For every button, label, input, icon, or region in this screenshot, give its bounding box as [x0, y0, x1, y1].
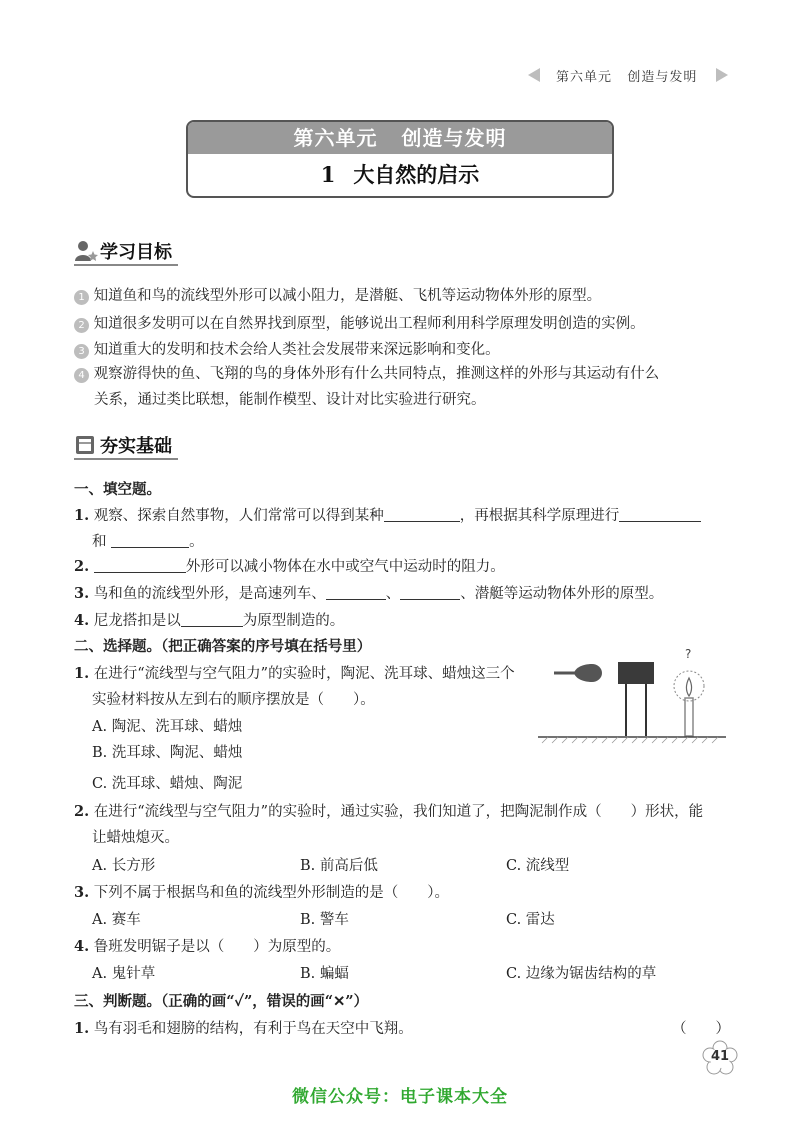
answer-blank[interactable]	[111, 533, 189, 548]
question-text: 、潜艇等运动物体外形的原型。	[460, 586, 664, 602]
choice-q1-line2: 实验材料按从左到右的顺序摆放是（ ）。	[92, 692, 375, 708]
header-left-triangle	[528, 68, 540, 82]
goal-item-1	[74, 284, 601, 305]
choice-heading	[74, 635, 371, 656]
question-text: 、	[385, 586, 401, 602]
book-icon	[74, 434, 96, 456]
choice-q2-option-b[interactable]: B. 前高后低	[300, 858, 378, 874]
goal-item-4	[74, 362, 659, 383]
choice-q4	[74, 935, 340, 956]
choice-q4-option-c[interactable]: C. 边缘为锯齿结构的草	[506, 966, 657, 982]
ground-hatching	[542, 737, 718, 743]
fill-q1-line2	[92, 530, 204, 551]
goal-text: 观察游得快的鱼、飞翔的鸟的身体外形有什么共同特点，推测这样的外形与其运动有什么	[93, 366, 660, 382]
question-number: 4.	[74, 612, 90, 629]
question-number: 3.	[74, 585, 90, 602]
question-text: 鸟和鱼的流线型外形，是高速列车、	[93, 586, 326, 602]
page-number-badge	[702, 1040, 738, 1076]
header-unit: 第六单元	[556, 70, 613, 85]
choice-q1	[74, 662, 515, 683]
goal-item-2	[74, 312, 645, 333]
question-text: 。	[189, 534, 204, 550]
goal-item-4-line2	[94, 388, 486, 409]
goals-heading-underline	[74, 264, 178, 266]
unit-title	[188, 122, 612, 154]
fill-q4	[74, 609, 344, 630]
question-text: ，再根据其科学原理进行	[459, 508, 620, 524]
unit-title-unit: 第六单元	[293, 126, 378, 150]
choice-q3-option-b[interactable]: B. 警车	[300, 912, 349, 928]
question-text: 鸟有羽毛和翅膀的结构，有利于鸟在天空中飞翔。	[93, 1021, 413, 1037]
ear-syringe-body	[574, 664, 592, 682]
choice-heading-label: 二、选择题。	[74, 638, 161, 655]
goal-number: 1	[74, 290, 89, 305]
header-right-triangle	[716, 68, 728, 82]
choice-q1-option-a[interactable]: A. 陶泥、洗耳球、蜡烛	[92, 719, 243, 735]
fill-q1	[74, 504, 701, 525]
question-number: 1.	[74, 1020, 90, 1037]
unit-title-topic: 创造与发明	[401, 126, 507, 150]
candle-flame	[686, 678, 691, 696]
choice-q2-line2: 让蜡烛熄灭。	[92, 830, 179, 846]
question-number: 4.	[74, 938, 90, 955]
lesson-name: 大自然的启示	[353, 162, 480, 187]
judge-heading	[74, 990, 368, 1011]
page-number: 41	[710, 1049, 730, 1064]
fill-q3	[74, 582, 663, 603]
goals-heading-label: 学习目标	[100, 242, 172, 263]
choice-q4-option-a[interactable]: A. 鬼针草	[92, 966, 156, 982]
answer-blank[interactable]	[619, 507, 701, 522]
choice-q1-option-c[interactable]: C. 洗耳球、蜡烛、陶泥	[92, 776, 243, 792]
judge-q1-answer-paren[interactable]: （ ）	[672, 1021, 730, 1037]
fill-q2	[74, 555, 505, 576]
basics-heading-underline	[74, 458, 178, 460]
header-topic: 创造与发明	[627, 70, 698, 85]
lesson-title	[188, 154, 612, 196]
choice-q3	[74, 881, 449, 902]
answer-blank[interactable]	[181, 612, 243, 627]
question-text: 在进行“流线型与空气阻力”的实验时，陶泥、洗耳球、蜡烛这三个	[93, 666, 515, 682]
judge-q1	[74, 1017, 413, 1038]
student-icon	[74, 239, 98, 263]
lesson-number: 1	[320, 162, 336, 187]
answer-blank[interactable]	[326, 585, 386, 600]
question-number: 1.	[74, 507, 90, 524]
goal-number: 4	[74, 368, 89, 383]
question-text: 外形可以减小物体在水中或空气中运动时的阻力。	[185, 559, 505, 575]
question-text: 下列不属于根据鸟和鱼的流线型外形制造的是（ ）。	[93, 885, 449, 901]
goal-text: 知道重大的发明和技术会给人类社会发展带来深远影响和变化。	[93, 342, 500, 358]
lesson-title-box	[186, 120, 614, 198]
choice-q2	[74, 800, 703, 821]
choice-q2-option-c[interactable]: C. 流线型	[506, 858, 570, 874]
choice-q1-option-b[interactable]: B. 洗耳球、陶泥、蜡烛	[92, 745, 243, 761]
goal-text: 知道鱼和鸟的流线型外形可以减小阻力，是潜艇、飞机等运动物体外形的原型。	[93, 288, 602, 304]
running-header-text	[556, 66, 697, 85]
judge-heading-note: （正确的画“✓”，错误的画“✕”）	[161, 993, 369, 1010]
basics-heading-label: 夯实基础	[100, 436, 172, 457]
question-text: 观察、探索自然事物，人们常常可以得到某种	[93, 508, 384, 524]
goal-number: 2	[74, 318, 89, 333]
answer-blank[interactable]	[384, 507, 460, 522]
judge-heading-label: 三、判断题。	[74, 993, 161, 1010]
choice-q2-option-a[interactable]: A. 长方形	[92, 858, 156, 874]
choice-q3-option-c[interactable]: C. 雷达	[506, 912, 555, 928]
running-header	[528, 64, 728, 86]
choice-heading-note: （把正确答案的序号填在括号里）	[161, 638, 372, 655]
goal-number: 3	[74, 344, 89, 359]
answer-blank[interactable]	[94, 558, 186, 573]
choice-q4-option-b[interactable]: B. 蝙蝠	[300, 966, 349, 982]
question-text: 和	[92, 534, 107, 550]
choice-q3-option-a[interactable]: A. 赛车	[92, 912, 141, 928]
clay-block	[618, 662, 654, 684]
goal-text: 知道很多发明可以在自然界找到原型，能够说出工程师利用科学原理发明创造的实例。	[93, 316, 645, 332]
figure-question-mark: ?	[685, 647, 692, 661]
question-number: 2.	[74, 803, 90, 820]
question-text: 在进行“流线型与空气阻力”的实验时，通过实验，我们知道了，把陶泥制作成（ ）形状，能	[93, 804, 704, 820]
question-number: 1.	[74, 665, 90, 682]
question-text: 鲁班发明锯子是以（ ）为原型的。	[93, 939, 341, 955]
fill-heading: 一、填空题。	[74, 481, 161, 498]
goal-item-3	[74, 338, 500, 359]
question-text: 为原型制造的。	[242, 613, 345, 629]
answer-blank[interactable]	[400, 585, 460, 600]
question-number: 3.	[74, 884, 90, 901]
question-text: 尼龙搭扣是以	[93, 613, 181, 629]
experiment-figure	[534, 640, 730, 744]
candle	[685, 698, 693, 736]
question-number: 2.	[74, 558, 90, 575]
goal-text-continued: 关系，通过类比联想，能制作模型、设计对比实验进行研究。	[94, 392, 486, 408]
footer-watermark: 微信公众号：电子课本大全	[292, 1087, 508, 1107]
